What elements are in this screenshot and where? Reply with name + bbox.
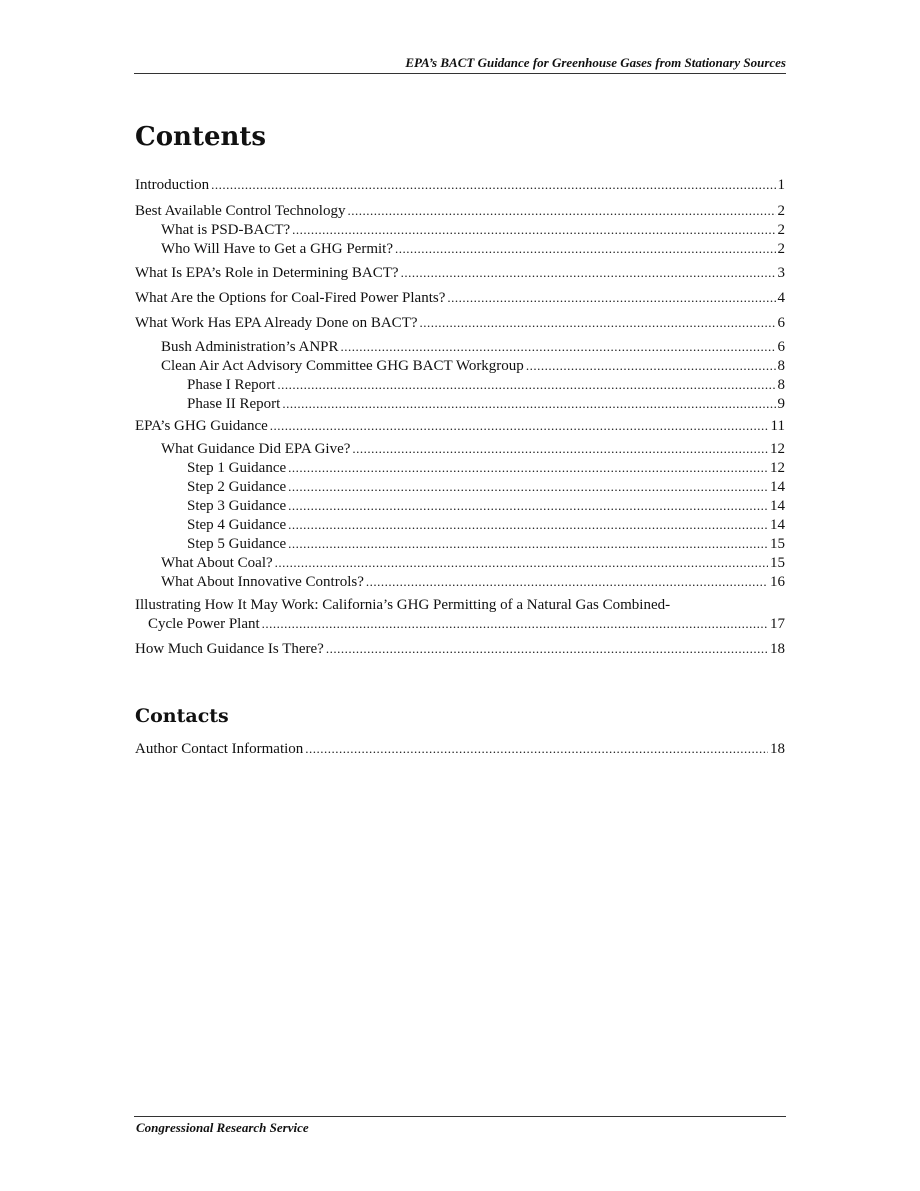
dot-leader [326,640,768,658]
dot-leader [395,240,776,258]
toc-entry-title: What Guidance Did EPA Give? [161,441,351,457]
dot-leader [282,395,775,413]
toc-entry[interactable] [135,415,785,435]
toc-entry-title: What About Innovative Controls? [161,574,364,590]
toc-entry[interactable] [135,613,785,633]
dot-leader [305,740,768,758]
toc-entry[interactable] [161,336,785,356]
toc-entry-page: 14 [770,517,785,533]
toc-entry-title: Step 4 Guidance [187,517,287,533]
dot-leader [341,338,776,356]
toc-entry-title: Who Will Have to Get a GHG Permit? [161,241,393,257]
toc-entry[interactable] [135,312,785,332]
toc-entry-title: Phase II Report [187,396,281,412]
toc-entry-title: Author Contact Information [135,741,304,757]
toc-entry-page: 1 [777,177,785,193]
toc-entry-page: 14 [770,479,785,495]
toc-entry-title: Step 2 Guidance [187,479,287,495]
toc-entry-title: How Much Guidance Is There? [135,641,324,657]
toc-entry[interactable] [135,174,785,194]
toc-entry-title: Step 5 Guidance [187,536,287,552]
toc-entry[interactable] [161,355,785,375]
dot-leader [288,516,768,534]
toc-entry-page: 6 [777,339,785,355]
toc-entry[interactable] [187,514,785,534]
toc-entry-page: 2 [777,241,785,257]
toc-entry-page: 14 [770,498,785,514]
dot-leader [447,289,775,307]
dot-leader [352,440,768,458]
toc-entry-page: 6 [777,315,785,331]
toc-entry[interactable] [161,552,785,572]
toc-entry-title-continued: Cycle Power Plant [148,616,260,632]
toc-entry-page: 11 [770,418,785,434]
toc-entry[interactable] [187,374,785,394]
dot-leader [262,615,768,633]
dot-leader [288,497,768,515]
toc-entry-title: What Work Has EPA Already Done on BACT? [135,315,418,331]
toc-entry-title: What Is EPA’s Role in Determining BACT? [135,265,399,281]
toc-entry-page: 17 [770,616,785,632]
toc-entry-page: 2 [777,203,785,219]
toc-entry[interactable] [135,200,785,220]
toc-entry[interactable] [135,638,785,658]
toc-entry-title: Clean Air Act Advisory Committee GHG BACT Workgroup [161,358,524,374]
toc-entry-title: Introduction [135,177,210,193]
dot-leader [275,554,768,572]
toc-entry-page: 18 [770,741,785,757]
dot-leader [288,478,768,496]
toc-entry[interactable] [187,393,785,413]
toc-entry[interactable] [187,476,785,496]
toc-entry-page: 12 [770,441,785,457]
toc-entry-title: Step 3 Guidance [187,498,287,514]
toc-entry[interactable] [187,533,785,553]
toc-entry[interactable] [135,287,785,307]
toc-entry-page: 2 [777,222,785,238]
toc-entry-page: 18 [770,641,785,657]
footer-rule [134,1116,786,1117]
toc-entry-title: Bush Administration’s ANPR [161,339,339,355]
toc-entry-title: EPA’s GHG Guidance [135,418,268,434]
dot-leader [347,202,775,220]
toc-entry-page: 8 [777,377,785,393]
toc-entry-title: Step 1 Guidance [187,460,287,476]
toc-entry-title: Best Available Control Technology [135,203,346,219]
toc-entry-page: 15 [770,536,785,552]
dot-leader [292,221,775,239]
toc-entry-page: 12 [770,460,785,476]
toc-entry[interactable] [161,219,785,239]
toc-entry[interactable] [161,571,785,591]
page-title: Contents [135,122,267,152]
dot-leader [277,376,775,394]
dot-leader [401,264,776,282]
toc-entry[interactable] [187,495,785,515]
toc-entry-page: 9 [777,396,785,412]
toc-entry-title: What is PSD-BACT? [161,222,291,238]
toc-entry[interactable] [135,262,785,282]
dot-leader [211,176,775,194]
dot-leader [270,417,769,435]
toc-entry[interactable] [161,438,785,458]
contacts-heading: Contacts [135,705,229,727]
toc-entry-title: What Are the Options for Coal-Fired Power Plants? [135,290,446,306]
toc-entry[interactable] [161,238,785,258]
toc-entry-page: 16 [770,574,785,590]
dot-leader [366,573,768,591]
toc-entry-page: 8 [777,358,785,374]
dot-leader [288,459,768,477]
toc-entry-page: 4 [777,290,785,306]
toc-entry[interactable] [135,738,785,758]
toc-entry-title: Phase I Report [187,377,276,393]
toc-entry-page: 3 [777,265,785,281]
footer-organization: Congressional Research Service [136,1120,309,1135]
toc-entry-title-line[interactable] [135,594,785,614]
dot-leader [288,535,768,553]
running-header: EPA’s BACT Guidance for Greenhouse Gases from Stationary Sources [134,55,786,74]
toc-entry-page: 15 [770,555,785,571]
toc-entry[interactable] [187,457,785,477]
dot-leader [420,314,776,332]
toc-entry-title: What About Coal? [161,555,273,571]
toc-entry-title: Illustrating How It May Work: California’s GHG Permitting of a Natural Gas Combined- [135,597,671,613]
dot-leader [526,357,776,375]
